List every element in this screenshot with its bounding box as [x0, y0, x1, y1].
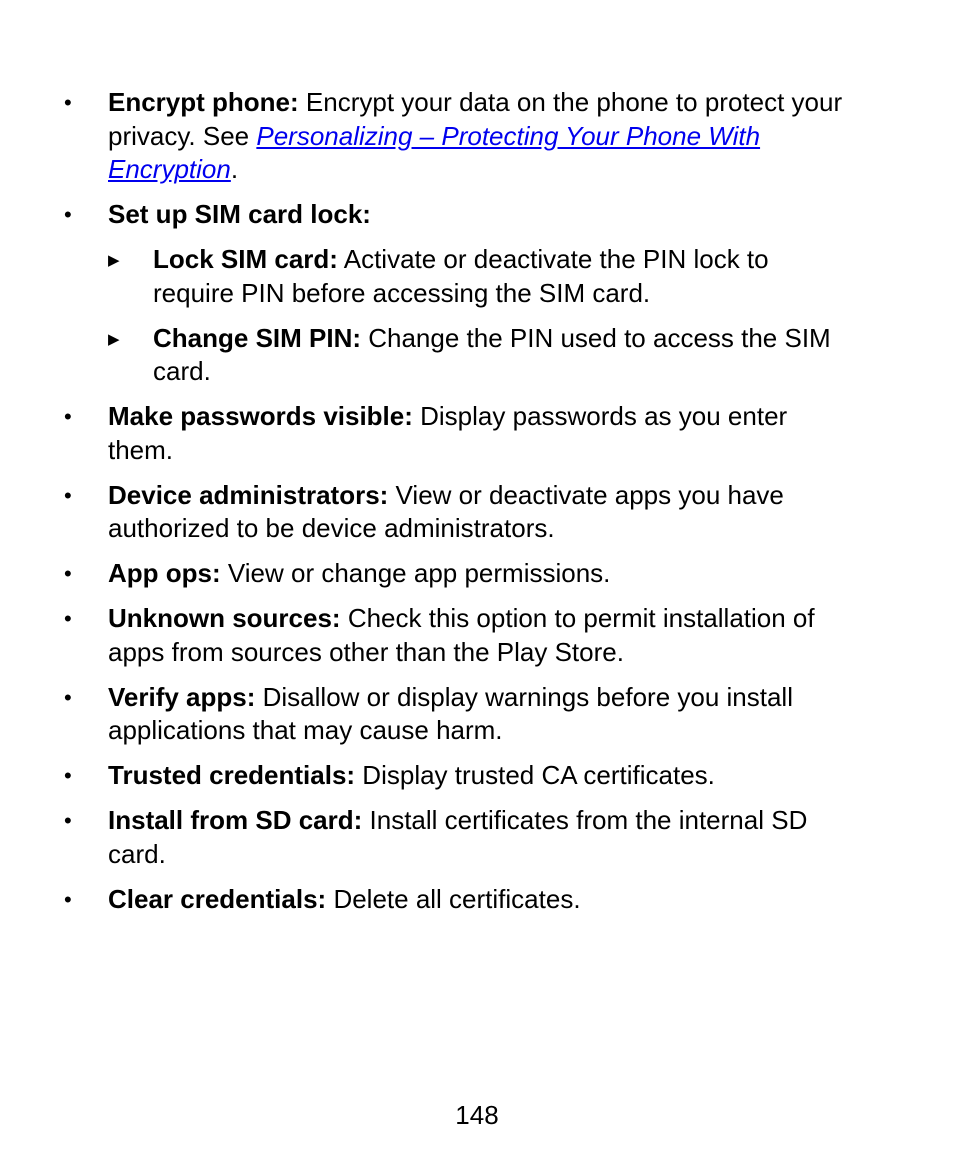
item-description: Disallow or display warnings before you install applications that may cause harm.	[108, 681, 793, 745]
list-item-install-from-sd	[0, 804, 954, 871]
item-description: Check this option to permit installation of apps from sources other than the Play Store.	[108, 603, 815, 667]
list-item-verify-apps	[0, 681, 954, 748]
bullet-icon: •	[64, 808, 72, 833]
bullet-icon: •	[64, 606, 72, 631]
item-term: Device administrators:	[108, 479, 389, 510]
item-description: Delete all certificates.	[326, 883, 581, 914]
item-description: Activate or deactivate the PIN lock to require PIN before accessing the SIM card.	[153, 244, 769, 308]
item-description: View or change app permissions.	[220, 558, 611, 588]
item-description: View or deactivate apps you have authorized to be device administrators.	[108, 479, 784, 543]
list-item-sim-card-lock	[0, 198, 954, 232]
item-term: Make passwords visible:	[108, 401, 413, 431]
item-term: Clear credentials:	[108, 883, 327, 914]
list-item-app-ops	[0, 557, 954, 591]
item-description: Change the PIN used to access the SIM card.	[153, 322, 831, 386]
item-term: Install from SD card:	[108, 805, 363, 835]
item-term: Lock SIM card:	[153, 244, 338, 274]
item-term: Change SIM PIN:	[153, 322, 362, 353]
item-description-end: .	[230, 154, 239, 184]
bullet-icon: •	[64, 404, 72, 429]
list-item-trusted-credentials	[0, 759, 954, 793]
bullet-icon: •	[64, 886, 72, 912]
sub-item-change-sim-pin	[0, 322, 954, 389]
item-term: App ops:	[108, 558, 221, 588]
item-description: Display trusted CA certificates.	[355, 760, 715, 790]
bullet-icon: •	[64, 482, 72, 508]
triangle-right-icon: ▶	[108, 252, 120, 269]
item-description: Install certificates from the internal SD card.	[108, 805, 808, 869]
item-term: Set up SIM card lock:	[108, 199, 371, 229]
list-item-unknown-sources	[0, 602, 954, 669]
sub-item-lock-sim-card	[0, 243, 954, 310]
settings-list	[0, 86, 954, 928]
list-item-device-administrators	[0, 479, 954, 546]
bullet-icon: •	[64, 90, 72, 115]
triangle-right-icon: ▶	[108, 330, 120, 348]
item-description: Encrypt your data on the phone to protect your privacy. See	[108, 87, 843, 151]
item-term: Verify apps:	[108, 681, 256, 712]
encryption-link[interactable]: Personalizing – Protecting Your Phone With Encryption	[108, 120, 761, 184]
item-description: Display passwords as you enter them.	[108, 401, 788, 465]
list-item-passwords-visible	[0, 400, 954, 467]
bullet-icon: •	[64, 684, 72, 710]
page-number: 148	[455, 1100, 499, 1130]
item-term: Encrypt phone:	[108, 87, 299, 117]
list-item-clear-credentials	[0, 883, 954, 917]
item-term: Trusted credentials:	[108, 760, 356, 790]
bullet-icon: •	[64, 763, 72, 788]
item-term: Unknown sources:	[108, 603, 341, 633]
bullet-icon: •	[64, 202, 72, 227]
list-item-encrypt-phone	[0, 86, 954, 187]
bullet-icon: •	[64, 561, 72, 586]
